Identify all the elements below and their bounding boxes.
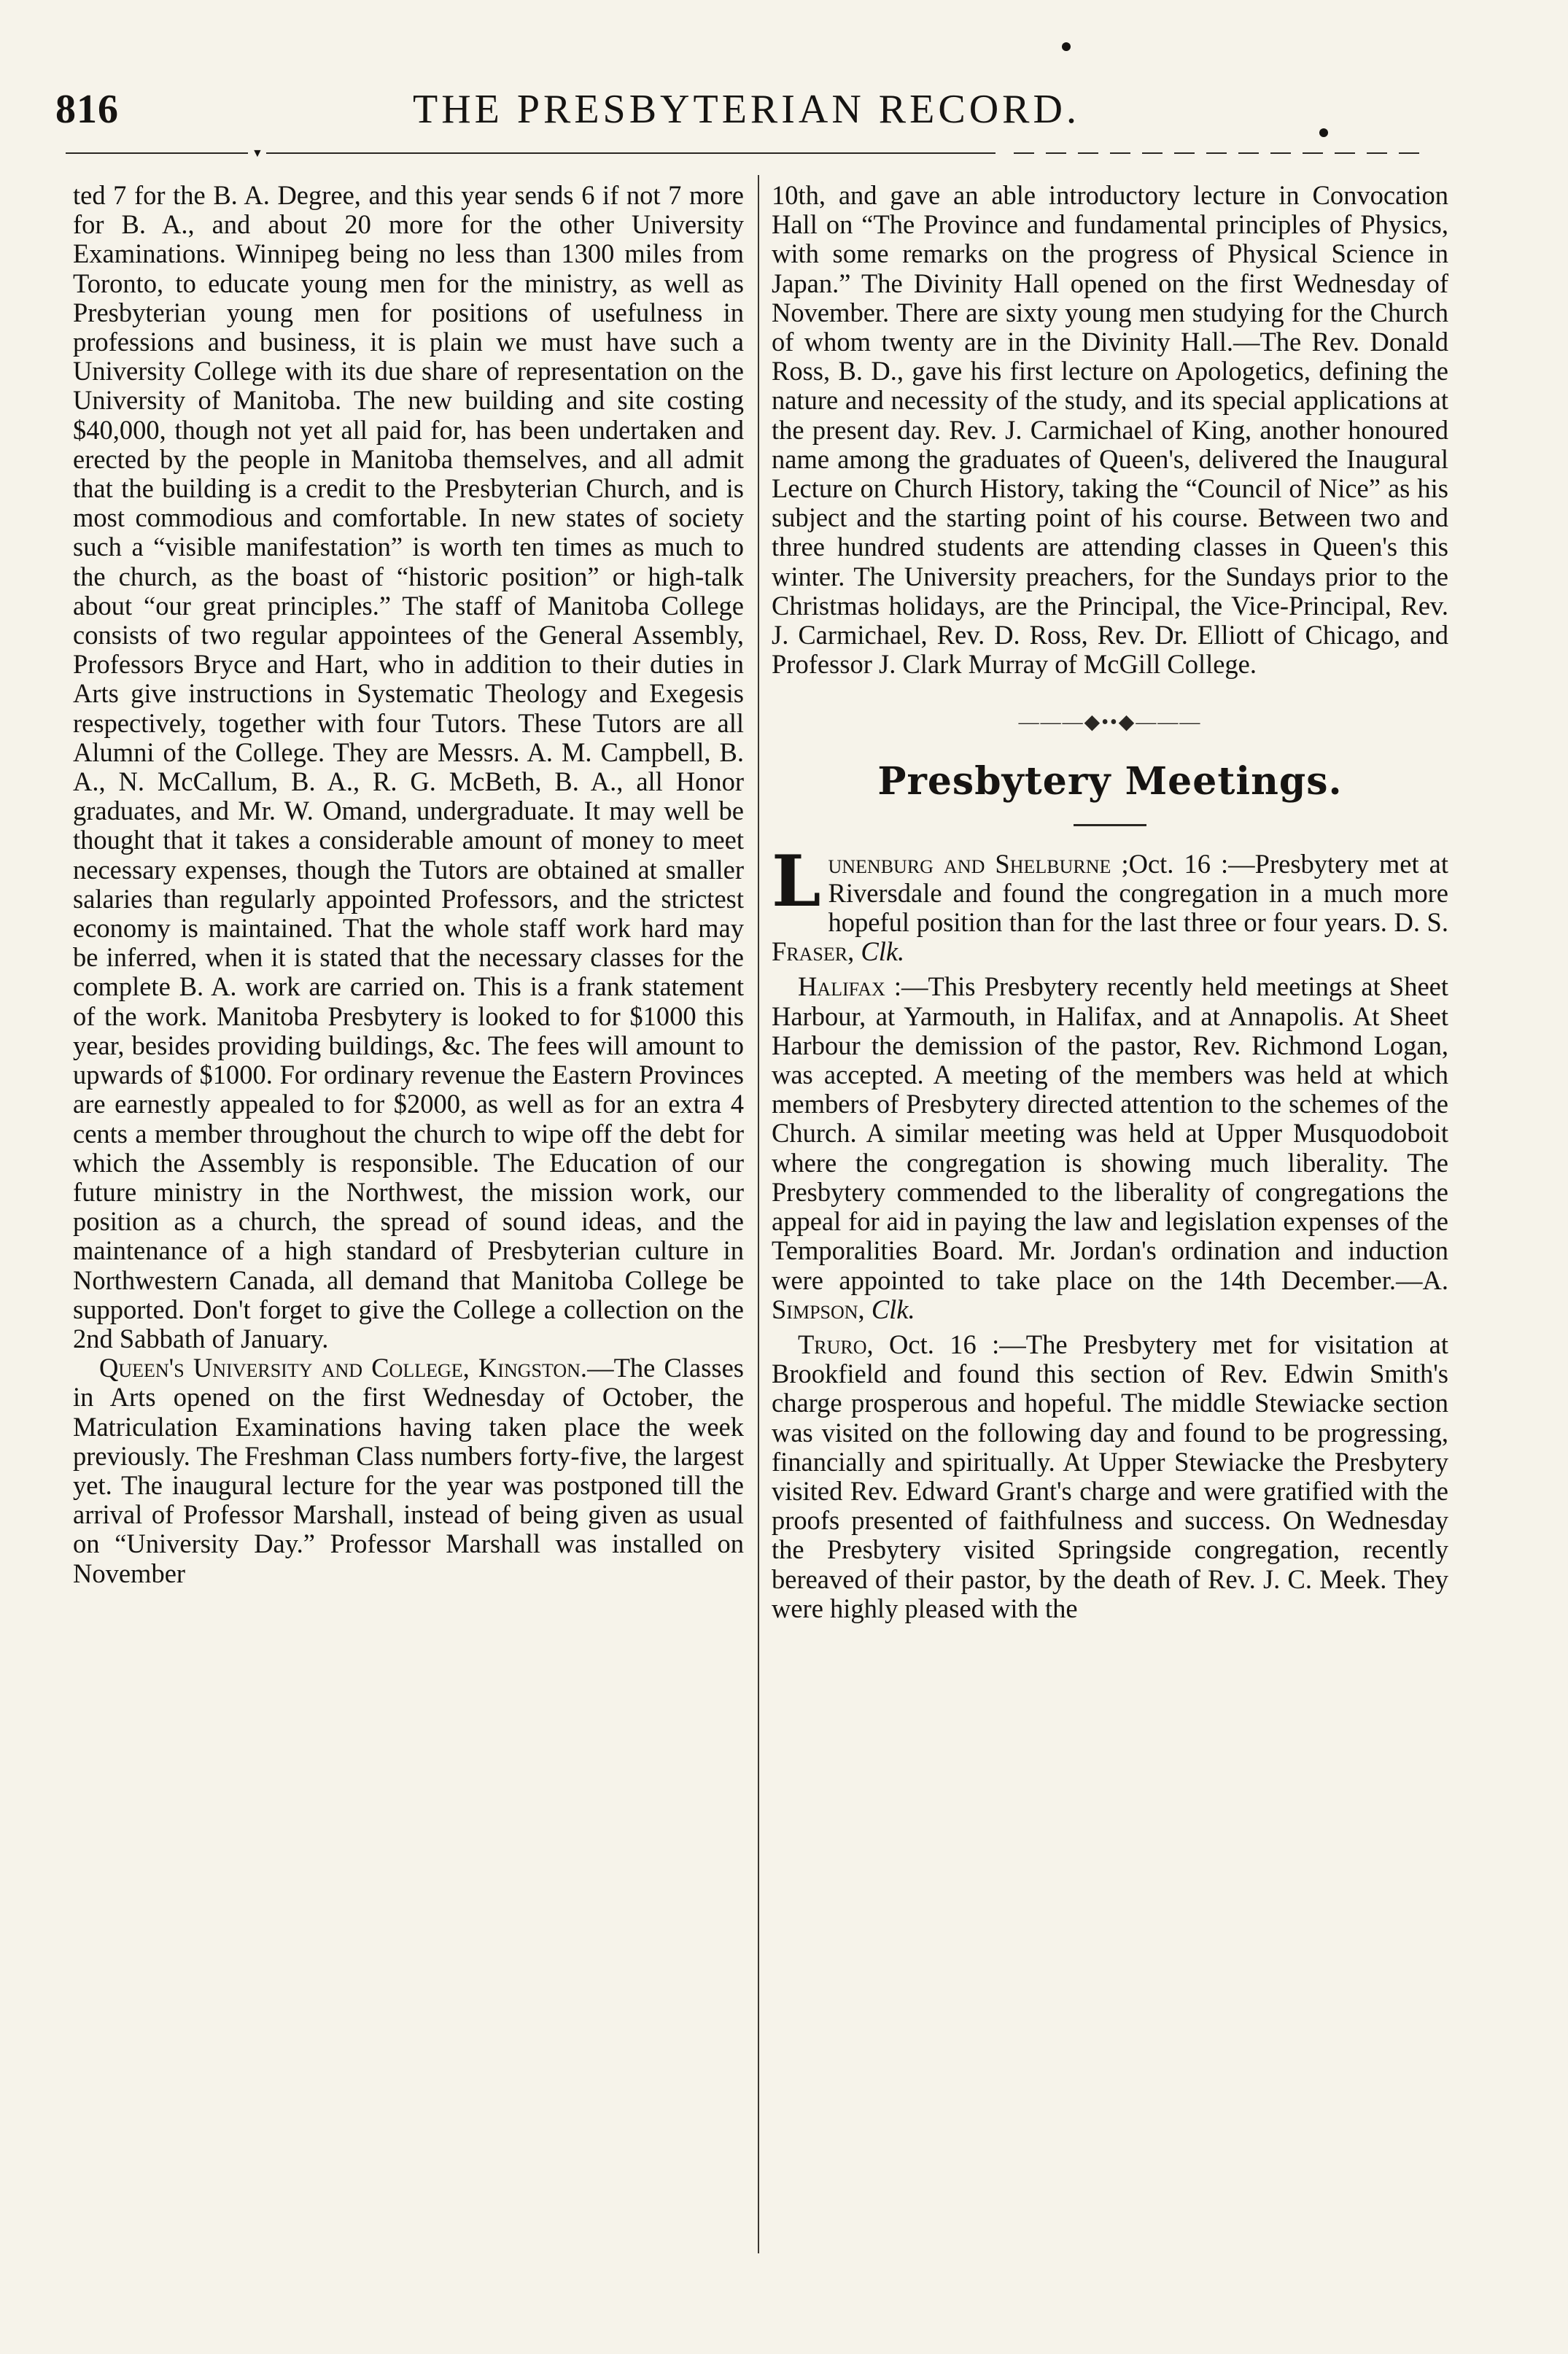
truro-body: , Oct. 16 :—The Presbytery met for visitation at Brookfield and found this section of Rev. Edwin Smith's charge prosperous and hopeful. The middle Stewiacke section was visited on the following day and found to be progressing, financially and spiritually. At Upper Stewiacke the Presbytery visited Rev. Edward Grant's charge and were gratified with the proofs presented of faithfulness and success. On Wednesday the Presbytery visited Springside congregation, recently bereaved of their pastor, by the death of Rev. J. C. Meek. They were highly pleased with the — [772, 1329, 1448, 1623]
right-column — [772, 181, 1448, 1623]
section-heading: Presbytery Meetings. — [877, 758, 1343, 804]
lunenburg-paragraph — [772, 839, 1448, 967]
ink-dot — [1062, 42, 1071, 51]
left-column — [73, 181, 744, 1588]
header-rule — [66, 147, 1437, 160]
lunenburg-body: ;Oct. 16 :—Presbytery met at Riversdale and found the congregation in a much more hopeful position than for the last three or four years. — [828, 848, 1448, 938]
manitoba-college-paragraph: ted 7 for the B. A. Degree, and this year sends 6 if not 7 more for B. A., and about 20 more for the other University Examinations. Winnipeg being no less than 1300 miles from Toronto, to educate young men for the ministry, as well as Presbyterian young men for positions of usefulness in professions and business, it is plain we must have such a University College with its due share of representation on the University of Manitoba. The new building and site costing $40,000, though not yet all paid for, has been undertaken and erected by the people in Manitoba themselves, and all admit that the building is a credit to the Presbyterian Church, and is most commodious and comfortable. In new states of society such a “visible manifestation” is worth ten times as much to the church, as the boast of “historic position” or high-talk about “our great principles.” The staff of Manitoba College consists of two regular appointees of the General Assembly, Professors Bryce and Hart, who in addition to their duties in Arts give instructions in Systematic Theology and Exegesis respectively, together with four Tutors. These Tutors are all Alumni of the College. They are Messrs. A. M. Campbell, B. A., N. McCallum, B. A., R. G. McBeth, B. A., all Honor graduates, and Mr. W. Omand, undergraduate. It may well be thought that it takes a considerable amount of money to meet necessary expenses, though the Tutors are obtained at smaller salaries than regularly appointed Professors, and the strictest economy is maintained. That the whole staff work hard may be inferred, when it is stated that the necessary classes for the complete B. A. work are carried on. This is a frank statement of the work. Manitoba Presbytery is looked to for $1000 this year, besides providing buildings, &c. The fees will amount to upwards of $1000. For ordinary revenue the Eastern Provinces are earnestly appealed to for $2000, as well as for an extra 4 cents a member throughout the church to wipe off the debt for which the Assembly is responsible. The Education of our future ministry in the Northwest, the mission work, our position as a church, the spread of sound ideas, and the maintenance of a high standard of Presbyterian culture in Northwestern Canada, all demand that Manitoba College be supported. Don't forget to give the College a collection on the 2nd Sabbath of January. — [73, 180, 744, 1353]
page-number: 816 — [55, 87, 119, 132]
halifax-paragraph — [772, 972, 1448, 1324]
halifax-signature-title: Clk. — [871, 1294, 915, 1324]
short-rule — [1074, 824, 1146, 826]
lunenburg-signature-name: D. S. Fraser, — [772, 907, 1448, 967]
running-title: THE PRESBYTERIAN RECORD. — [413, 87, 1080, 132]
queens-university-lead: Queen's University and College, Kingston. — [99, 1353, 588, 1383]
lunenburg-lead: unenburg and Shelburne — [828, 848, 1111, 879]
halifax-lead: Halifax — [798, 971, 885, 1002]
section-ornament: ———◆••◆——— — [1018, 711, 1202, 734]
ink-dot — [1319, 128, 1328, 137]
halifax-signature-name: —A. Simpson, — [772, 1265, 1448, 1324]
page-header — [55, 86, 1441, 144]
truro-paragraph — [772, 1330, 1448, 1623]
lunenburg-signature-title: Clk. — [861, 936, 905, 967]
column-divider — [758, 175, 759, 2253]
queens-continued-paragraph: 10th, and gave an able introductory lecture in Convocation Hall on “The Province and fundamental principles of Physics, with some remarks on the progress of Physical Science in Japan.” The Divinity Hall opened on the first Wednesday of November. There are sixty young men studying for the Church of whom twenty are in the Divinity Hall.—The Rev. Donald Ross, B. D., gave his first lecture on Apologetics, defining the nature and necessity of the study, and its special applications at the present day. Rev. J. Carmichael of King, another honoured name among the graduates of Queen's, delivered the Inaugural Lecture on Church History, taking the “Council of Nice” as his subject and the starting point of his course. Between two and three hundred students are attending classes in Queen's this winter. The University preachers, for the Sundays prior to the Christmas holidays, are the Principal, the Vice-Principal, Rev. J. Carmichael, Rev. D. Ross, Rev. Dr. Elliott of Chicago, and Professor J. Clark Murray of McGill College. — [772, 180, 1448, 680]
halifax-body: :—This Presbytery recently held meetings at Sheet Harbour, at Yarmouth, in Halifax, and at Annapolis. At Sheet Harbour the demission of the pastor, Rev. Richmond Logan, was accepted. A meeting of the members was held at which members of Presbytery directed attention to the schemes of the Church. A similar meeting was held at Upper Musquodoboit where the congregation is showing much liberality. The Presbytery commended to the liberality of congregations the appeal for aid in paying the law and legislation expenses of the Temporalities Board. Mr. Jordan's ordination and induction were appointed to take place on the 14th December. — [772, 971, 1448, 1295]
truro-lead: Truro — [798, 1329, 867, 1359]
drop-cap: L — [772, 839, 821, 922]
queens-university-body: —The Classes in Arts opened on the first Wednesday of October, the Matriculation Examinations having taken place the week previously. The Freshman Class numbers forty-five, the largest yet. The inaugural lecture for the year was postponed till the arrival of Professor Marshall, instead of being given as usual on “University Day.” Professor Marshall was installed on November — [73, 1353, 745, 1588]
rule-ornament-icon: ▼ — [252, 147, 263, 160]
queens-university-paragraph — [73, 1353, 744, 1588]
